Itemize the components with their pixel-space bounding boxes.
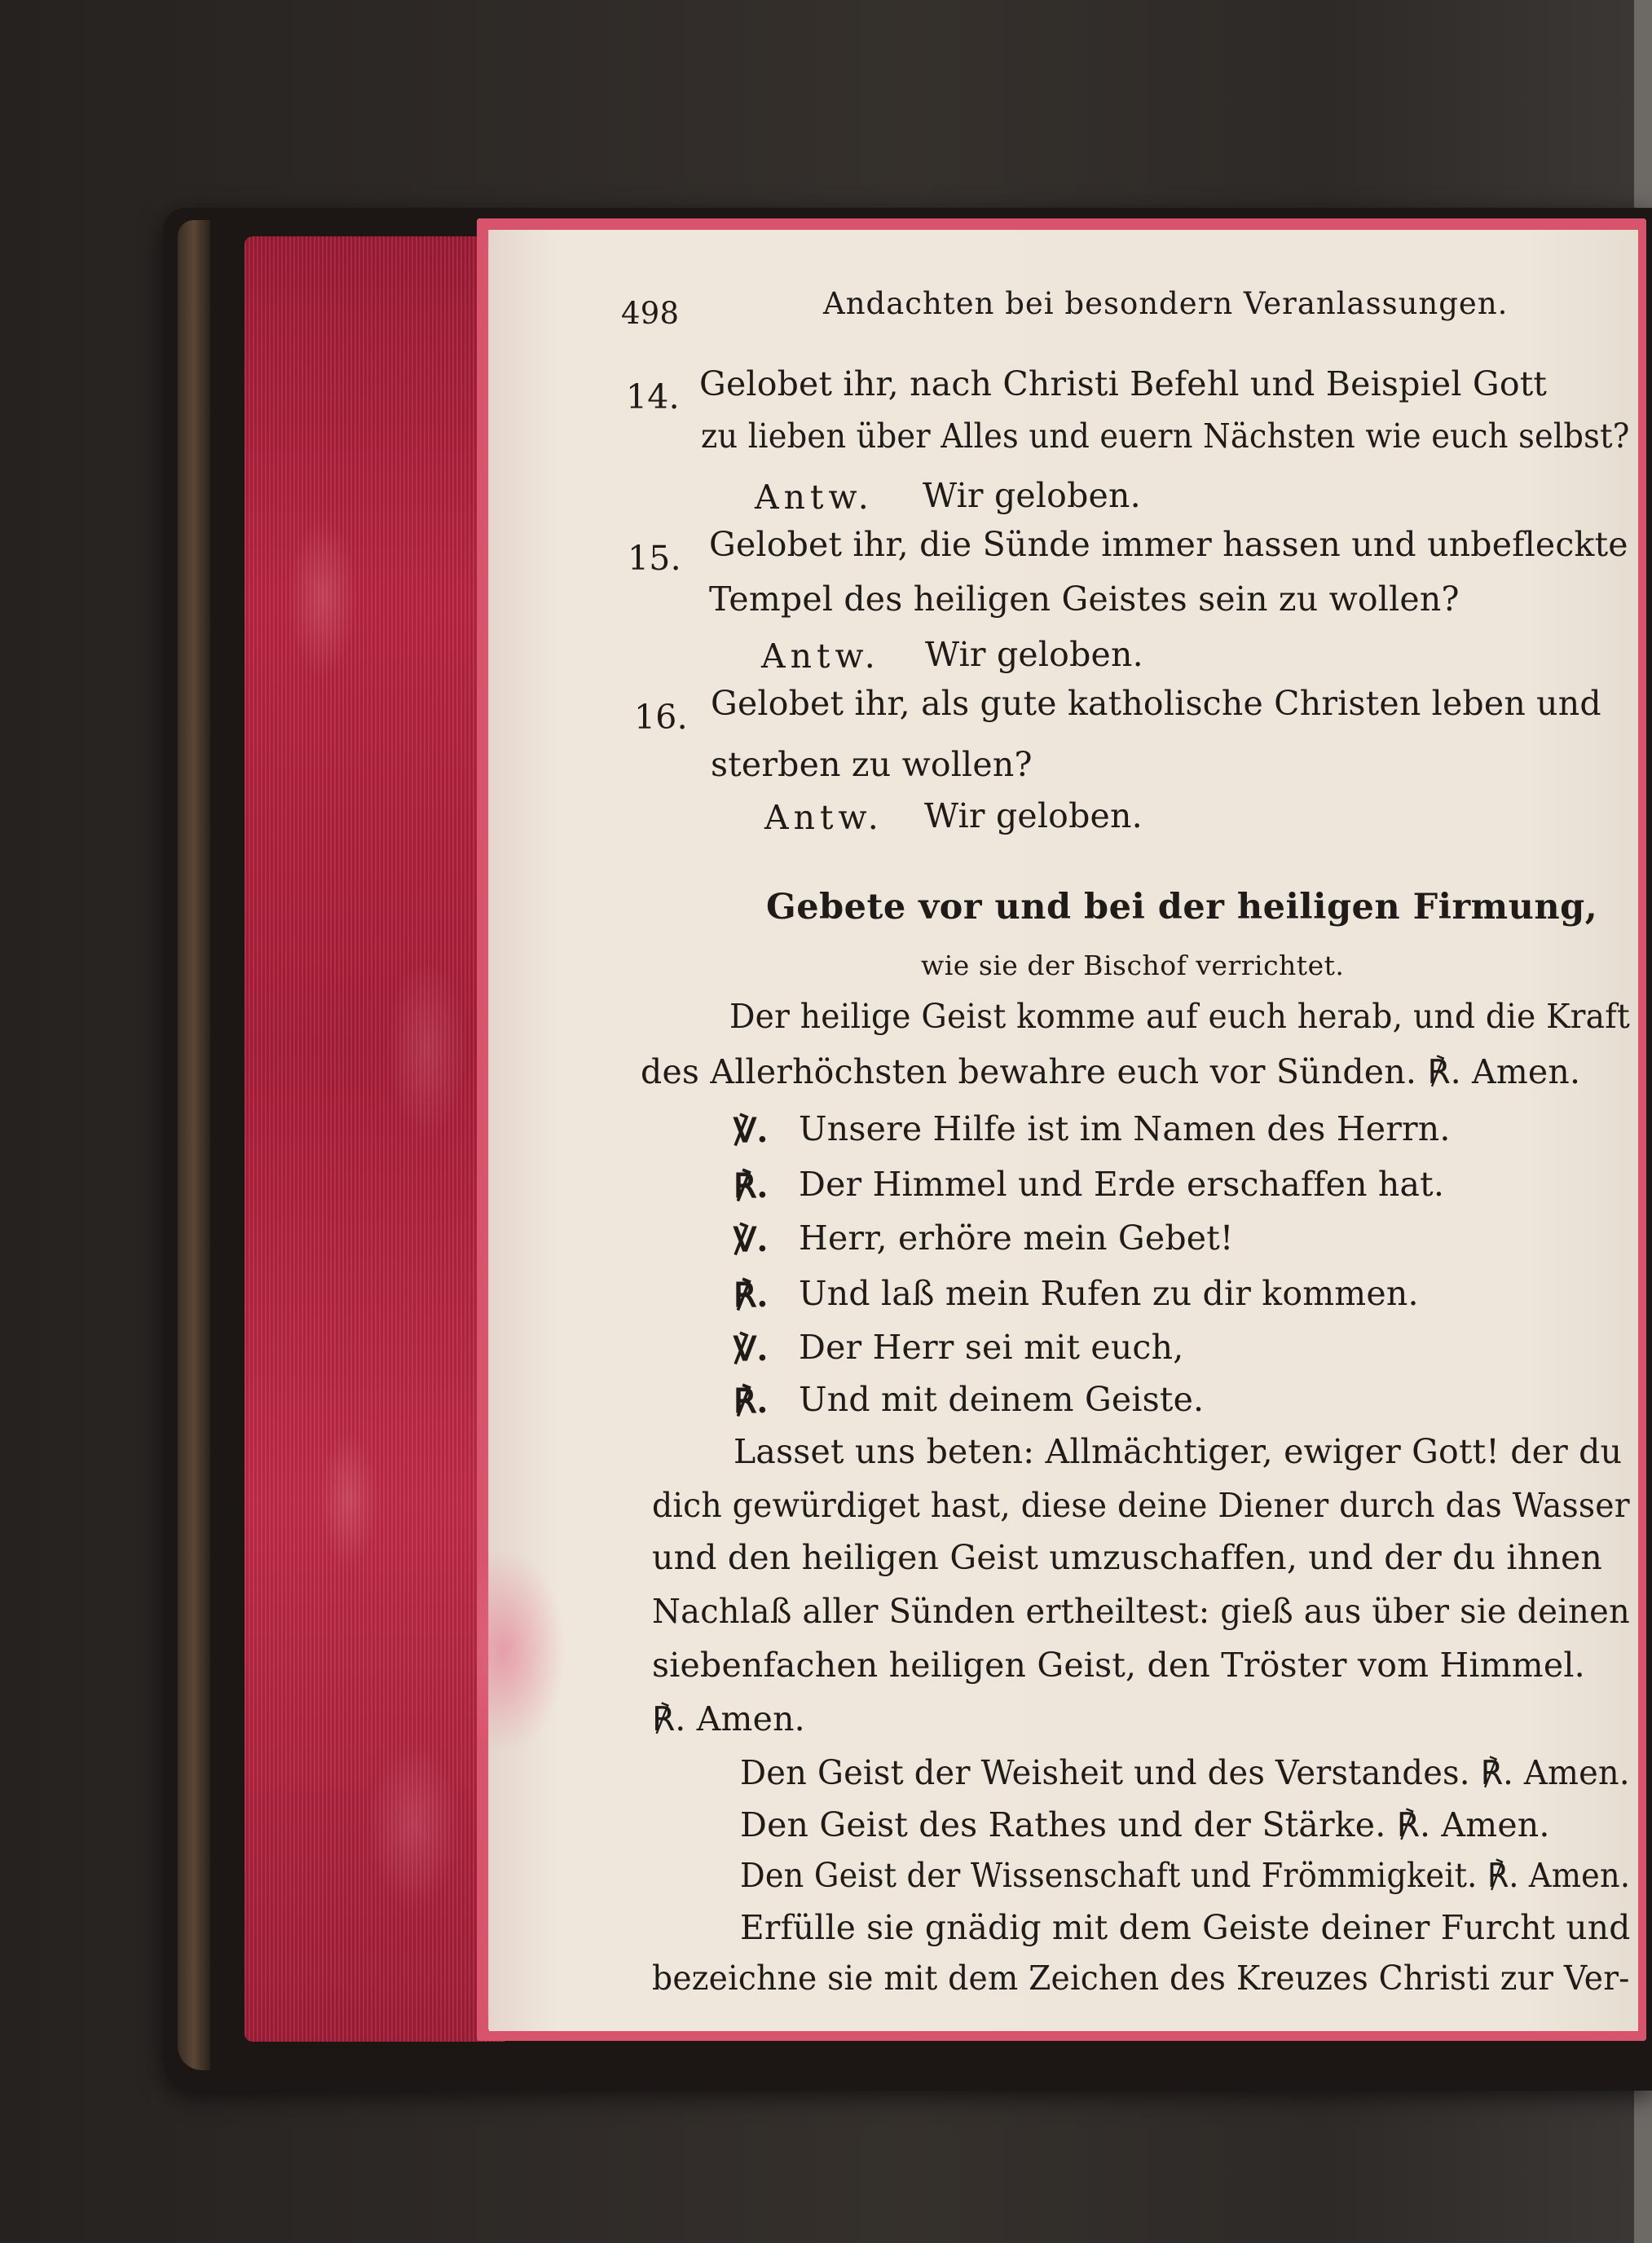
versicle-text: Der Herr sei mit euch, [799, 1328, 1184, 1367]
section-subtitle: wie sie der Bischof verrichtet. [921, 950, 1345, 981]
versicle-text: Herr, erhöre mein Gebet! [799, 1218, 1234, 1258]
gift-line: Den Geist der Weisheit und des Verstandes. ℟. Amen. [740, 1753, 1630, 1792]
response-text: Der Himmel und Erde erschaffen hat. [799, 1165, 1445, 1204]
vow-question-line: Gelobet ihr, als gute katholische Christen leben und [711, 684, 1601, 723]
vow-number: 15. [628, 539, 681, 578]
answer-text: Wir geloben. [924, 796, 1143, 835]
oration-line: siebenfachen heiligen Geist, den Tröster vom Himmel. [652, 1646, 1585, 1685]
prayer-line: Der heilige Geist komme auf euch herab, und die Kraft [729, 997, 1630, 1036]
oration-line: Nachlaß aller Sünden ertheiltest: gieß aus über sie deinen [652, 1592, 1630, 1631]
response-symbol: ℟. [733, 1166, 769, 1205]
response-symbol: ℟. [733, 1381, 769, 1421]
oration-line: Lasset uns beten: Allmächtiger, ewiger Gott! der du [733, 1432, 1623, 1471]
response-symbol: ℟. [733, 1276, 769, 1315]
oration-line: dich gewürdiget hast, diese deine Diener durch das Wasser [652, 1486, 1630, 1525]
running-head: Andachten bei besondern Veranlassungen. [823, 286, 1509, 321]
answer-text: Wir geloben. [925, 635, 1143, 674]
vow-question-line: Gelobet ihr, nach Christi Befehl und Beispiel Gott [699, 364, 1548, 403]
closing-line: Erfülle sie gnädig mit dem Geiste deiner Furcht und [740, 1908, 1631, 1947]
answer-label: Antw. [764, 798, 883, 837]
vow-question-line: Gelobet ihr, die Sünde immer hassen und unbefleckte [709, 525, 1628, 564]
page-number: 498 [621, 296, 680, 331]
vow-question-line: zu lieben über Alles und euern Nächsten wie euch selbst? [701, 416, 1630, 456]
gift-line: Den Geist des Rathes und der Stärke. ℟. Amen. [740, 1805, 1550, 1844]
vow-number: 14. [626, 377, 680, 416]
vow-question-line: sterben zu wollen? [711, 745, 1033, 784]
answer-label: Antw. [761, 637, 880, 676]
answer-text: Wir geloben. [923, 476, 1141, 515]
answer-label: Antw. [755, 478, 874, 517]
closing-line: bezeichne sie mit dem Zeichen des Kreuzes Christi zur Ver- [652, 1959, 1630, 1998]
section-title: Gebete vor und bei der heiligen Firmung, [766, 887, 1598, 928]
versicle-symbol: ℣. [733, 1111, 769, 1150]
prayer-line: des Allerhöchsten bewahre euch vor Sünden. ℟. Amen. [641, 1052, 1581, 1091]
gift-line: Den Geist der Wissenschaft und Frömmigkeit. ℟. Amen. [740, 1856, 1631, 1895]
vow-number: 16. [634, 698, 688, 737]
vow-question-line: Tempel des heiligen Geistes sein zu wollen? [709, 579, 1460, 619]
versicle-symbol: ℣. [733, 1220, 769, 1259]
oration-line: und den heiligen Geist umzuschaffen, und der du ihnen [652, 1538, 1603, 1577]
versicle-text: Unsere Hilfe ist im Namen des Herrn. [799, 1109, 1451, 1148]
response-text: Und mit deinem Geiste. [799, 1380, 1205, 1419]
oration-line: ℟. Amen. [652, 1699, 805, 1738]
versicle-symbol: ℣. [733, 1329, 769, 1368]
response-text: Und laß mein Rufen zu dir kommen. [799, 1274, 1419, 1313]
